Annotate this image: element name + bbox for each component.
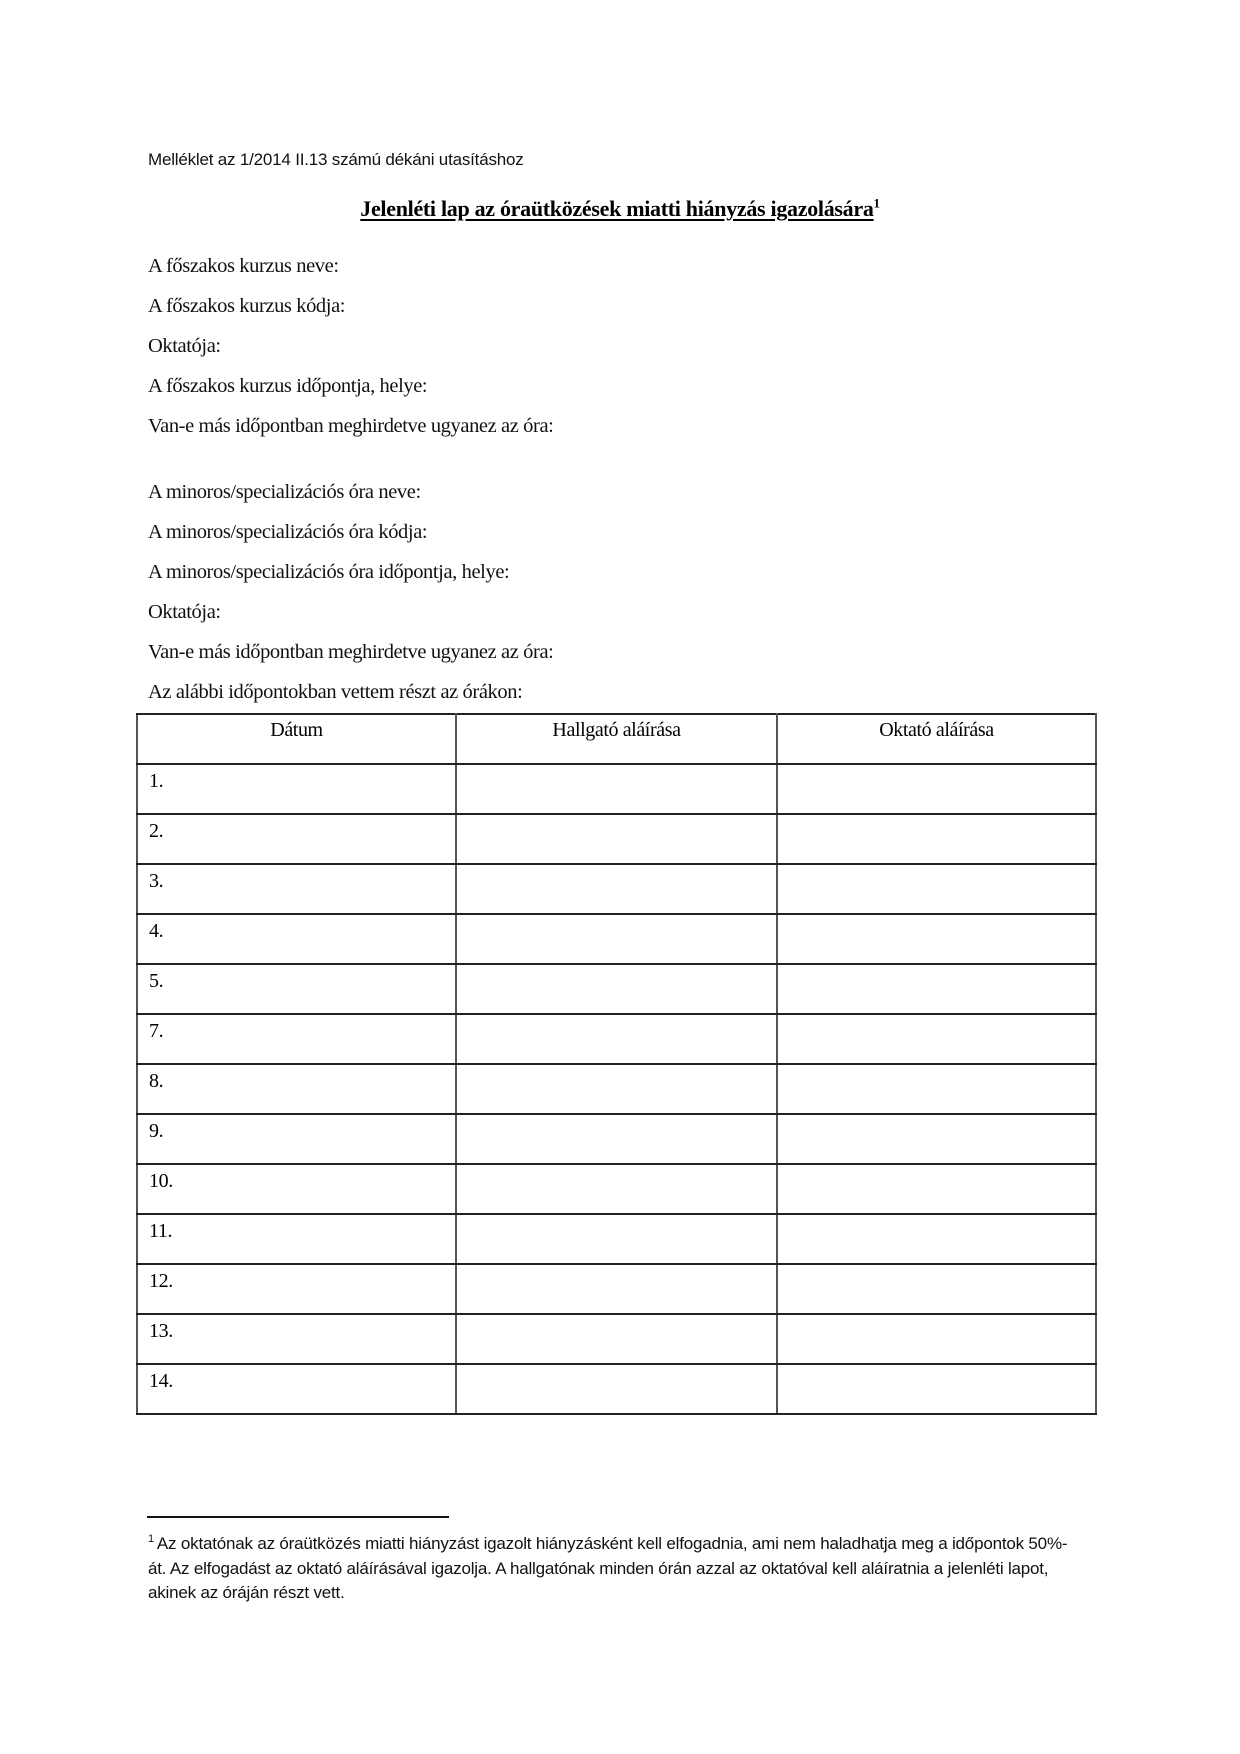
table-row [137, 1164, 1096, 1214]
field-main-course-time-place: A főszakos kurzus időpontja, helye: [148, 375, 428, 397]
attendance-intro: Az alábbi időpontokban vettem részt az órákon: [148, 681, 523, 703]
teacher-signature-cell[interactable] [777, 1114, 1096, 1164]
date-cell[interactable]: 10. [137, 1164, 456, 1214]
footnote-marker: 1 [148, 1533, 154, 1546]
footnote [148, 1532, 1078, 1606]
teacher-signature-cell[interactable] [777, 1064, 1096, 1114]
student-signature-cell[interactable] [456, 1114, 777, 1164]
table-row [137, 1014, 1096, 1064]
teacher-signature-cell[interactable] [777, 864, 1096, 914]
date-cell[interactable]: 2. [137, 814, 456, 864]
date-cell[interactable]: 8. [137, 1064, 456, 1114]
teacher-signature-cell[interactable] [777, 814, 1096, 864]
student-signature-cell[interactable] [456, 914, 777, 964]
date-cell[interactable]: 1. [137, 764, 456, 814]
date-cell[interactable]: 12. [137, 1264, 456, 1314]
table-row [137, 764, 1096, 814]
field-minor-course-name: A minoros/specializációs óra neve: [148, 481, 421, 503]
title-footnote-marker: 1 [873, 195, 880, 211]
teacher-signature-cell[interactable] [777, 1264, 1096, 1314]
student-signature-cell[interactable] [456, 1364, 777, 1414]
student-signature-cell[interactable] [456, 1264, 777, 1314]
date-cell[interactable]: 14. [137, 1364, 456, 1414]
date-cell[interactable]: 7. [137, 1014, 456, 1064]
student-signature-cell[interactable] [456, 1014, 777, 1064]
table-row [137, 914, 1096, 964]
table-row [137, 864, 1096, 914]
teacher-signature-cell[interactable] [777, 1314, 1096, 1364]
student-signature-cell[interactable] [456, 1064, 777, 1114]
table-row [137, 1264, 1096, 1314]
teacher-signature-cell[interactable] [777, 1364, 1096, 1414]
field-minor-course-time-place: A minoros/specializációs óra időpontja, helye: [148, 561, 510, 583]
field-main-course-instructor: Oktatója: [148, 335, 221, 357]
date-cell[interactable]: 5. [137, 964, 456, 1014]
student-signature-cell[interactable] [456, 964, 777, 1014]
teacher-signature-cell[interactable] [777, 1214, 1096, 1264]
student-signature-cell[interactable] [456, 1164, 777, 1214]
column-header-date: Dátum [137, 714, 456, 764]
field-minor-course-other-times: Van-e más időpontban meghirdetve ugyanez az óra: [148, 641, 554, 663]
page-title [0, 196, 1240, 222]
date-cell[interactable]: 11. [137, 1214, 456, 1264]
footnote-separator [147, 1516, 449, 1518]
main-course-fields [148, 254, 553, 454]
date-cell[interactable]: 3. [137, 864, 456, 914]
teacher-signature-cell[interactable] [777, 1164, 1096, 1214]
minor-course-fields [148, 480, 553, 720]
footnote-text: Az oktatónak az óraütközés miatti hiányzást igazolt hiányzásként kell elfogadnia, ami nem haladhatja meg a időpontok 50%-át. Az elfogadást az oktató aláírásával igazolja. A hallgatónak minden órán azzal az oktatóval kell aláíratnia a jelenléti lapot, akinek az óráján részt vett. [148, 1534, 1068, 1602]
date-cell[interactable]: 13. [137, 1314, 456, 1364]
field-minor-course-instructor: Oktatója: [148, 601, 221, 623]
teacher-signature-cell[interactable] [777, 764, 1096, 814]
student-signature-cell[interactable] [456, 864, 777, 914]
student-signature-cell[interactable] [456, 814, 777, 864]
annex-reference: Melléklet az 1/2014 II.13 számú dékáni utasításhoz [148, 150, 524, 169]
teacher-signature-cell[interactable] [777, 1014, 1096, 1064]
field-main-course-name: A főszakos kurzus neve: [148, 255, 339, 277]
student-signature-cell[interactable] [456, 1314, 777, 1364]
date-cell[interactable]: 9. [137, 1114, 456, 1164]
field-minor-course-code: A minoros/specializációs óra kódja: [148, 521, 428, 543]
column-header-teacher-signature: Oktató aláírása [777, 714, 1096, 764]
teacher-signature-cell[interactable] [777, 914, 1096, 964]
table-row [137, 814, 1096, 864]
table-row [137, 964, 1096, 1014]
table-row [137, 1364, 1096, 1414]
date-cell[interactable]: 4. [137, 914, 456, 964]
table-row [137, 1214, 1096, 1264]
title-text: Jelenléti lap az óraütközések miatti hiányzás igazolására [360, 196, 874, 221]
teacher-signature-cell[interactable] [777, 964, 1096, 1014]
column-header-student-signature: Hallgató aláírása [456, 714, 777, 764]
table-row [137, 1314, 1096, 1364]
field-main-course-code: A főszakos kurzus kódja: [148, 295, 346, 317]
table-row [137, 1064, 1096, 1114]
student-signature-cell[interactable] [456, 764, 777, 814]
table-header-row [137, 714, 1096, 764]
field-main-course-other-times: Van-e más időpontban meghirdetve ugyanez az óra: [148, 415, 554, 437]
attendance-table [136, 713, 1097, 1415]
table-row [137, 1114, 1096, 1164]
student-signature-cell[interactable] [456, 1214, 777, 1264]
